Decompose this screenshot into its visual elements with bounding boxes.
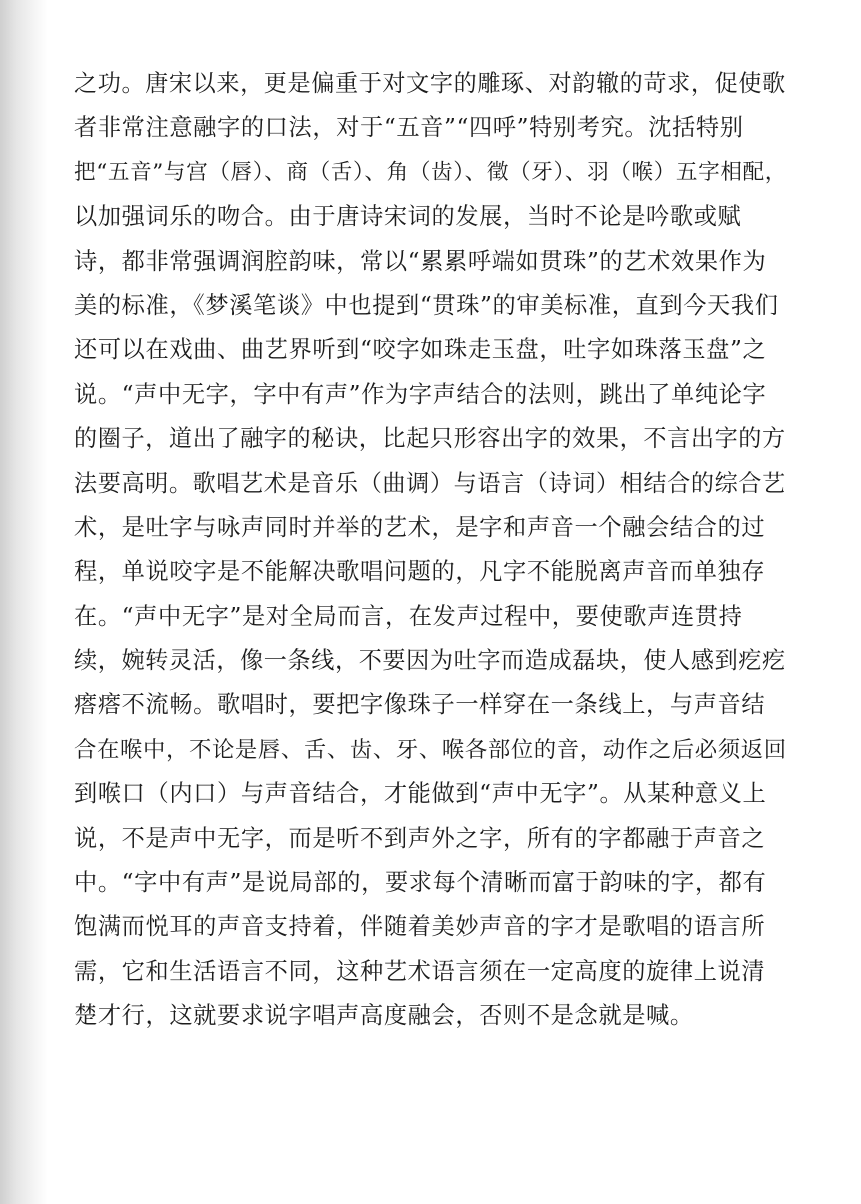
text-line-8: 说。“声中无字，字中有声”作为字声结合的法则，跳出了单纯论字 [74,380,767,408]
text-line-12: 程，单说咬字是不能解决歌唱问题的，凡字不能脱离声音而单独存 [74,558,766,586]
text-line-13: 在。“声中无字”是对全局而言，在发声过程中，要使歌声连贯持 [74,602,743,630]
text-line-5: 诗，都非常强调润腔韵味，常以“累累呼端如贯珠”的艺术效果作为 [74,247,767,275]
text-line-20: 饱满而悦耳的声音支持着，伴随着美妙声音的字才是歌唱的语言所 [74,913,766,941]
text-line-18: 说，不是声中无字，而是听不到声外之字，所有的字都融于声音之 [74,824,766,852]
text-line-11: 术，是吐字与咏声同时并举的艺术，是字和声音一个融会结合的过 [74,513,766,541]
text-line-1: 之功。唐宋以来，更是偏重于对文字的雕琢、对韵辙的苛求，促使歌 [74,71,786,97]
body-text [74,62,794,1039]
text-line-16: 合在喉中，不论是唇、舌、齿、牙、喉各部位的音，动作之后必须返回 [74,736,787,763]
text-line-4: 以加强词乐的吻合。由于唐诗宋词的发展，当时不论是吟歌或赋 [74,203,742,231]
text-line-10: 法要高明。歌唱艺术是音乐（曲调）与语言（诗词）相结合的综合艺 [74,470,786,497]
text-line-19: 中。“字中有声”是说局部的，要求每个清晰而富于韵味的字，都有 [74,869,767,897]
text-line-21: 需，它和生活语言不同，这种艺术语言须在一定高度的旋律上说清 [74,957,766,985]
text-line-22: 楚才行，这就要求说字唱声高度融会，否则不是念就是喊。 [74,1002,694,1030]
text-line-17: 到喉口（内口）与声音结合，才能做到“声中无字”。从某种意义上 [74,780,767,808]
text-line-15: 瘩瘩不流畅。歌唱时，要把字像珠子一样穿在一条线上，与声音结 [74,691,766,719]
book-spine-shadow [0,0,48,1204]
text-line-3: 把“五音”与宫（唇）、商（舌）、角（齿）、徵（牙）、羽（喉）五字相配， [74,159,787,185]
text-line-7: 还可以在戏曲、曲艺界听到“咬字如珠走玉盘，吐字如珠落玉盘”之 [74,336,767,364]
text-line-6: 美的标准，《梦溪笔谈》中也提到“贯珠”的审美标准，直到今天我们 [74,291,779,319]
text-line-9: 的圈子，道出了融字的秘诀，比起只形容出字的效果，不言出字的方 [74,426,786,453]
text-line-14: 续，婉转灵活，像一条线，不要因为吐字而造成磊块，使人感到疙疙 [74,648,786,675]
text-line-2: 者非常注意融字的口法，对于“五音”“四呼”特别考究。沈括特别 [74,114,744,142]
